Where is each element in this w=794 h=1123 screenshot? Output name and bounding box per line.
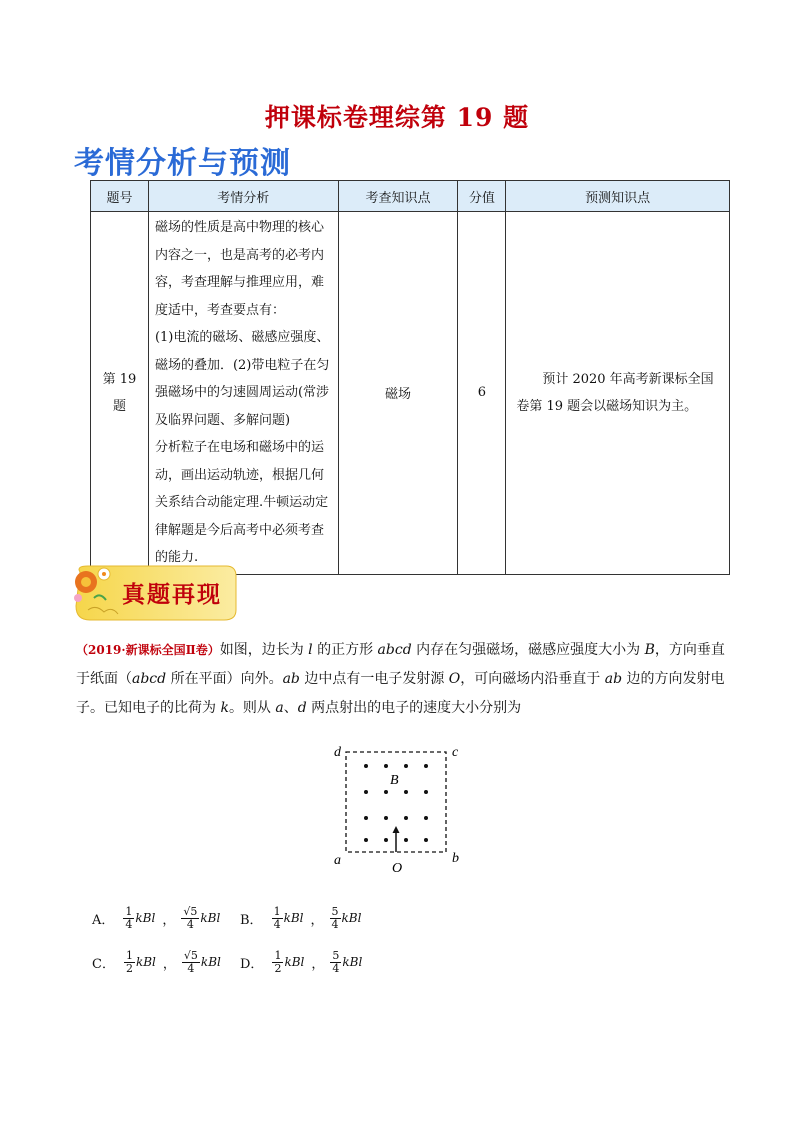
field-dot: [404, 816, 408, 820]
separator: ，: [311, 956, 325, 972]
numerator: 5: [331, 904, 339, 918]
var-k: k: [220, 700, 229, 716]
var-abcd: abcd: [377, 642, 412, 658]
fraction: [272, 906, 283, 931]
option-letter: C．: [92, 956, 115, 972]
field-dot: [384, 790, 388, 794]
banner-label: 真题再现: [122, 581, 222, 608]
section-heading: 考情分析与预测: [74, 146, 291, 181]
fraction: [124, 950, 135, 975]
option-b[interactable]: [240, 906, 388, 931]
magnetic-field-diagram: [328, 740, 468, 876]
field-dot: [424, 790, 428, 794]
cell-knowledge: 磁场: [338, 212, 458, 575]
option-d[interactable]: [240, 950, 388, 975]
expression-kbl: kBl: [135, 955, 156, 969]
option-letter: B．: [240, 912, 263, 928]
cell-number: 第 19 题: [91, 212, 149, 575]
question-fragment: ，方向垂直于纸面（: [76, 642, 725, 687]
field-dot: [424, 838, 428, 842]
answer-options: [92, 896, 388, 984]
label-c: c: [452, 745, 459, 760]
denominator: 4: [332, 961, 340, 975]
expression-kbl: kBl: [135, 911, 156, 925]
var-l: l: [308, 642, 313, 658]
fraction: [123, 906, 134, 931]
label-b: b: [452, 851, 459, 866]
field-dot: [424, 816, 428, 820]
question-fragment: 。则从: [228, 700, 276, 716]
cell-analysis: [148, 212, 338, 575]
fraction: [272, 950, 283, 975]
question-fragment: 内存在匀强磁场，磁感应强度大小为: [411, 642, 645, 658]
fraction: [182, 950, 200, 975]
page-title: 押课标卷理综第 19 题: [264, 103, 530, 132]
expression-kbl: kBl: [341, 911, 362, 925]
option-letter: D．: [240, 956, 264, 972]
numerator: √5: [183, 904, 198, 918]
cell-score: 6: [458, 212, 506, 575]
fraction: [181, 906, 199, 931]
cell-prediction: [506, 212, 730, 575]
field-dot: [404, 764, 408, 768]
expression-kbl: kBl: [200, 911, 221, 925]
header-prediction: 预测知识点: [506, 181, 730, 212]
field-dot: [404, 790, 408, 794]
label-field-B: B: [390, 773, 399, 788]
denominator: 4: [331, 917, 339, 931]
expression-kbl: kBl: [342, 955, 363, 969]
section-banner: [66, 562, 238, 622]
option-c[interactable]: [92, 950, 240, 975]
denominator: 2: [274, 961, 282, 975]
numerator: 1: [125, 904, 133, 918]
question-fragment: 所在平面）向外。: [166, 671, 283, 687]
question-fragment: 如图，边长为: [219, 642, 309, 658]
label-d: d: [334, 745, 341, 760]
question-fragment: 边中点有一电子发射源: [299, 671, 449, 687]
field-dot: [424, 764, 428, 768]
numerator: 5: [332, 948, 340, 962]
field-dot: [364, 838, 368, 842]
fraction: [330, 950, 341, 975]
var-ab: ab: [604, 671, 623, 687]
option-a[interactable]: [92, 906, 240, 931]
table-row: [91, 212, 730, 575]
denominator: 4: [187, 961, 195, 975]
expression-kbl: kBl: [283, 911, 304, 925]
field-dot: [404, 838, 408, 842]
field-dot: [364, 764, 368, 768]
field-dot: [384, 764, 388, 768]
question-fragment: 、: [283, 700, 298, 716]
var-O: O: [448, 671, 461, 687]
field-dot: [364, 790, 368, 794]
label-a: a: [334, 853, 341, 868]
arrow-head-icon: [393, 826, 400, 833]
question-fragment: ，可向磁场内沿垂直于: [460, 671, 605, 687]
denominator: 4: [273, 917, 281, 931]
numerator: 1: [273, 904, 281, 918]
header-score: 分值: [458, 181, 506, 212]
expression-kbl: kBl: [284, 955, 305, 969]
option-letter: A．: [92, 912, 115, 928]
var-B: B: [644, 642, 655, 658]
var-abcd: abcd: [132, 671, 167, 687]
denominator: 2: [125, 961, 133, 975]
question-text: [76, 636, 726, 723]
analysis-paragraph-2: (1)电流的磁场、磁感应强度、磁场的叠加．(2)带电粒子在匀强磁场中的匀速圆周运动(常涉及临界问题、多解问题): [154, 330, 330, 428]
field-dot: [364, 816, 368, 820]
header-knowledge: 考查知识点: [338, 181, 458, 212]
analysis-paragraph-1: 磁场的性质是高中物理的核心内容之一，也是高考的必考内容，考查理解与推理应用，难度适中，考查要点有：: [154, 220, 324, 318]
analysis-paragraph-3: 分析粒子在电场和磁场中的运动，画出运动轨迹，根据几何关系结合动能定理.牛顿运动定律解题是今后高考中必须考查的能力.: [154, 440, 329, 565]
var-ab: ab: [282, 671, 300, 687]
var-d: d: [297, 700, 307, 716]
separator: ，: [162, 912, 176, 928]
question-source: （2019·新课标全国Ⅱ卷）: [76, 643, 220, 657]
numerator: 1: [274, 948, 282, 962]
question-fragment: 的正方形: [312, 642, 378, 658]
options-row-2: [92, 940, 388, 984]
var-a: a: [275, 700, 284, 716]
denominator: 4: [186, 917, 194, 931]
expression-kbl: kBl: [200, 955, 221, 969]
numerator: 1: [125, 948, 133, 962]
separator: ，: [310, 912, 324, 928]
analysis-table: [90, 180, 730, 575]
prediction-text: 预计 2020 年高考新课标全国卷第 19 题会以磁场知识为主。: [516, 371, 714, 414]
fraction: [330, 906, 341, 931]
options-row-1: [92, 896, 388, 940]
numerator: √5: [183, 948, 198, 962]
field-dot: [384, 838, 388, 842]
denominator: 4: [125, 917, 133, 931]
field-dot: [384, 816, 388, 820]
question-fragment: 两点射出的电子的速度大小分别为: [306, 700, 522, 716]
table-header-row: [91, 181, 730, 212]
header-number: 题号: [91, 181, 149, 212]
separator: ，: [162, 956, 176, 972]
label-source-O: O: [392, 861, 403, 876]
header-analysis: 考情分析: [148, 181, 338, 212]
question-fragment: 边的方向发射电子。已知电子的比荷为: [76, 671, 725, 716]
